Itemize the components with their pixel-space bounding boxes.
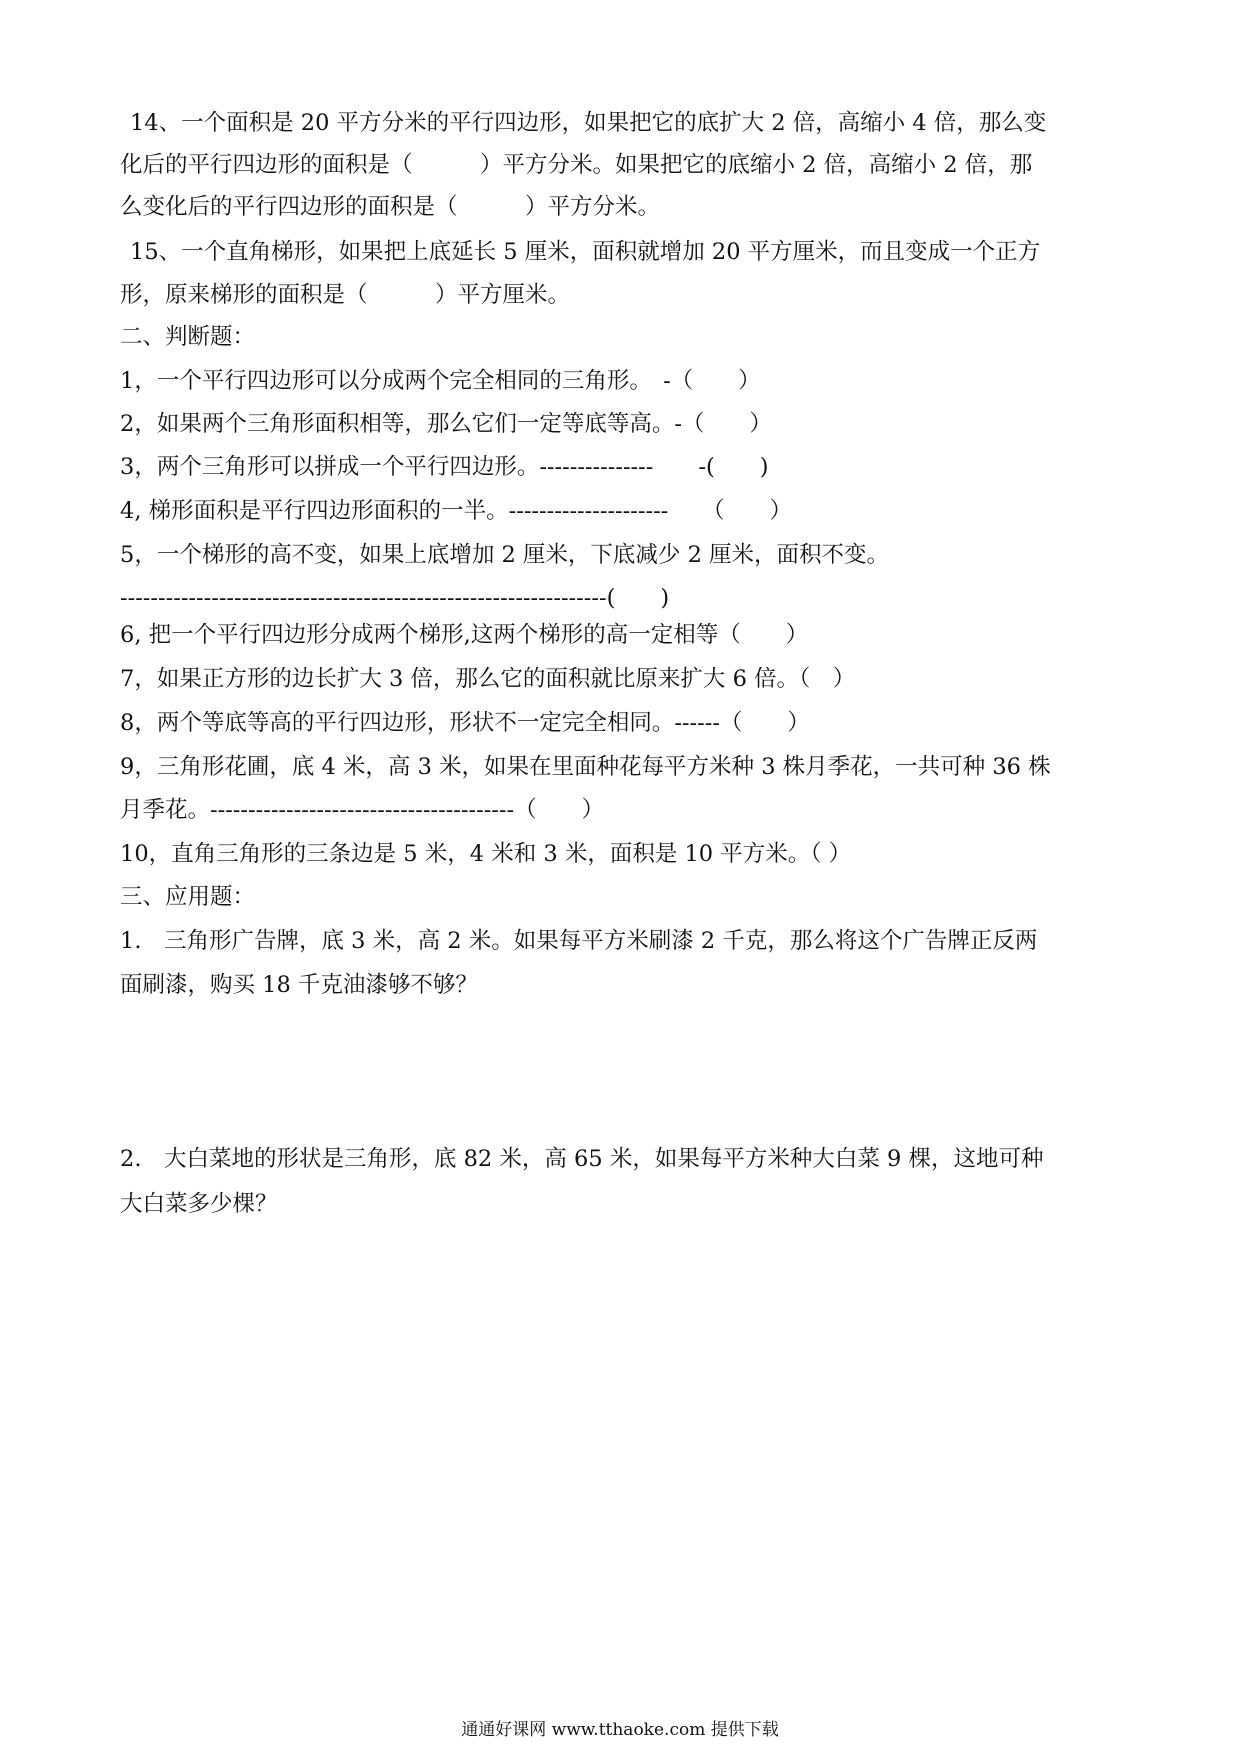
application-heading: 三、应用题： — [120, 884, 256, 910]
judgment-item-9-line-1: 9，三角形花圃，底 4 米，高 3 米，如果在里面种花每平方米种 3 株月季花，一共可种 36 株 — [120, 754, 1051, 780]
q14-line-1: 14、一个面积是 20 平方分米的平行四边形，如果把它的底扩大 2 倍，高缩小 4 倍，那么变 — [130, 110, 1047, 136]
application-q1-line-2: 面刷漆，购买 18 千克油漆够不够？ — [120, 972, 478, 998]
judgment-item-5-dashes: ----------------------------------------------------------------( ) — [120, 585, 670, 611]
judgment-item-5: 5，一个梯形的高不变，如果上底增加 2 厘米，下底减少 2 厘米，面积不变。 — [120, 542, 890, 568]
application-q1-line-1: 1. 三角形广告牌，底 3 米，高 2 米。如果每平方米刷漆 2 千克，那么将这个广告牌正反两 — [120, 928, 1038, 954]
judgment-item-10: 10，直角三角形的三条边是 5 米，4 米和 3 米，面积是 10 平方米。（ ） — [120, 841, 852, 867]
judgment-item-9-line-2: 月季花。----------------------------------------（ ） — [120, 797, 605, 823]
footer-credit: 通通好课网 www.tthaoke.com 提供下载 — [461, 1720, 779, 1740]
q15-line-2: 形，原来梯形的面积是（ ）平方厘米。 — [120, 282, 571, 308]
judgment-item-6: 6, 把一个平行四边形分成两个梯形,这两个梯形的高一定相等（ ） — [120, 622, 809, 648]
judgment-item-1: 1，一个平行四边形可以分成两个完全相同的三角形。 -（ ） — [120, 368, 761, 394]
application-q2-line-2: 大白菜多少棵？ — [120, 1191, 278, 1217]
q14-line-2: 化后的平行四边形的面积是（ ）平方分米。如果把它的底缩小 2 倍，高缩小 2 倍，那 — [120, 152, 1033, 178]
judgment-item-7: 7，如果正方形的边长扩大 3 倍，那么它的面积就比原来扩大 6 倍。（ ） — [120, 666, 856, 692]
q15-line-1: 15、一个直角梯形，如果把上底延长 5 厘米，面积就增加 20 平方厘米，而且变成一个正方 — [130, 239, 1041, 265]
judgment-item-3: 3，两个三角形可以拼成一个平行四边形。--------------- -( ) — [120, 454, 769, 480]
judgment-item-4: 4, 梯形面积是平行四边形面积的一半。--------------------- （ ） — [120, 498, 793, 524]
judgment-heading: 二、判断题： — [120, 324, 256, 350]
judgment-item-2: 2，如果两个三角形面积相等，那么它们一定等底等高。-（ ） — [120, 411, 772, 437]
application-q2-line-1: 2. 大白菜地的形状是三角形，底 82 米，高 65 米，如果每平方米种大白菜 9 棵，这地可种 — [120, 1146, 1044, 1172]
judgment-item-8: 8，两个等底等高的平行四边形，形状不一定完全相同。------（ ） — [120, 710, 810, 736]
q14-line-3: 么变化后的平行四边形的面积是（ ）平方分米。 — [120, 194, 661, 220]
